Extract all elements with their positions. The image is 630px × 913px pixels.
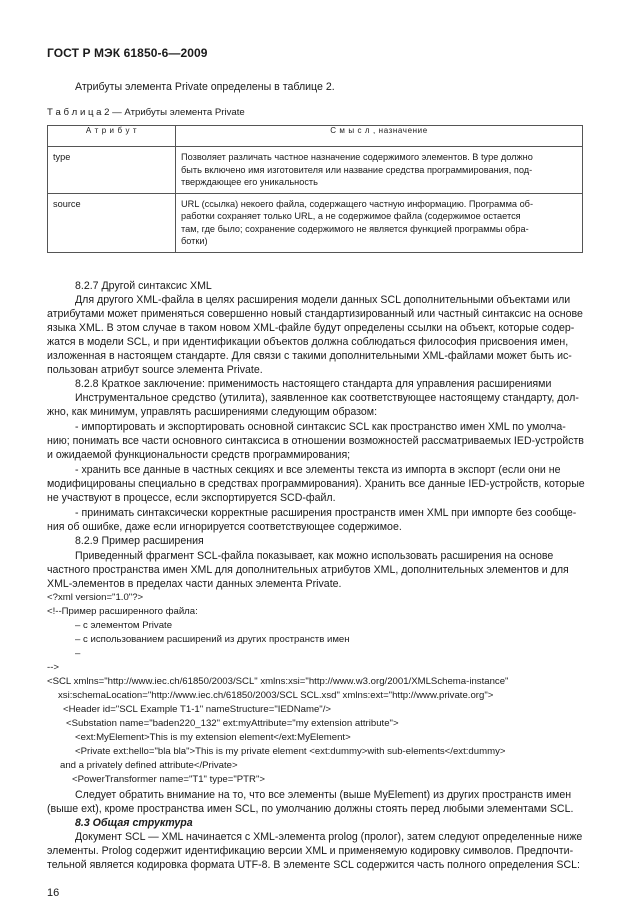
table-row	[48, 193, 583, 252]
body-line: - импортировать и экспортировать основной синтаксис SCL как пространство имен XML по умолча-	[75, 421, 566, 433]
body-line: нию; понимать все части основного синтаксиса в отношении возможностей рассматриваемых IED-устройств	[47, 435, 584, 447]
column-header-attribute: А т р и б у т	[48, 126, 176, 147]
body-line: изложенная в настоящем стандарте. Для связи с такими дополнительными XML-файлами может быть ис-	[47, 350, 572, 362]
code-line: – с использованием расширений из других пространств имен	[75, 634, 350, 645]
body-line: языка XML. В этом случае в таком новом XML-файле будут определены ссылки на объект, которые содер-	[47, 322, 575, 334]
code-line: – с элементом Private	[75, 620, 173, 631]
section-heading-8-2-9: 8.2.9 Пример расширения	[75, 535, 204, 547]
body-line: жатся в модели SCL, и при идентификации объектов должна соблюдаться философия присвоения имен,	[47, 336, 569, 348]
body-line: пользован атрибут source элемента Private.	[47, 364, 263, 376]
meaning-line: там, где было; сохранение содержимого не является функцией программы обра-	[181, 223, 529, 234]
body-line: (выше ext), кроме пространства имен SCL, по умолчанию должны стоять перед любыми элементами SCL.	[47, 803, 574, 815]
section-heading-8-3: 8.3 Общая структура	[75, 817, 193, 829]
body-line: Для другого XML-файла в целях расширения модели данных SCL дополнительными объектами или	[75, 294, 571, 306]
body-line: Документ SCL — XML начинается с XML-элемента prolog (пролог), затем следуют определенные ниже	[75, 831, 583, 843]
code-line: <Substation name="baden220_132" ext:myAttribute="my extension attribute">	[66, 718, 399, 729]
body-line: XML-элементов в пределах части данных элемента Private.	[47, 578, 342, 590]
code-line: <Header id="SCL Example T1-1" nameStructure="IEDName"/>	[63, 704, 331, 715]
attribute-meaning	[176, 147, 583, 194]
body-line: частного пространства имен XML для дополнительных атрибутов XML, дополнительных элементов и для	[47, 564, 569, 576]
body-line: - принимать синтаксически корректные расширения пространств имен XML при импорте без сообще-	[75, 507, 577, 519]
code-line: <SCL xmlns="http://www.iec.ch/61850/2003/SCL" xmlns:xsi="http://www.w3.org/2001/XMLSchema-instance"	[47, 676, 509, 687]
body-line: не участвуют в процессе, если экспортируется SCD-файл.	[47, 492, 336, 504]
body-line: ния об ошибке, даже если игнорируется соответствующее содержимое.	[47, 521, 402, 533]
attributes-table	[47, 125, 583, 253]
code-line: –	[75, 648, 81, 659]
section-heading-8-2-7: 8.2.7 Другой синтаксис XML	[75, 280, 212, 292]
body-line: Приведенный фрагмент SCL-файла показывает, как можно использовать расширения на основе	[75, 550, 554, 562]
code-line: -->	[47, 662, 59, 673]
body-line: Инструментальное средство (утилита), заявленное как соответствующее настоящему стандарту, дол-	[75, 392, 579, 404]
body-line: и ожидаемой функциональности средств программирования;	[47, 449, 351, 461]
code-line: and a privately defined attribute</Private>	[60, 760, 238, 771]
meaning-line: работки сохраняет только URL, а не содержимое файла (содержимое остается	[181, 211, 521, 221]
code-line: <!--Пример расширенного файла:	[47, 606, 198, 617]
column-header-meaning: С м ы с л , назначение	[176, 126, 583, 147]
attribute-meaning	[176, 193, 583, 252]
meaning-line: ботки)	[181, 236, 208, 246]
table-header-row	[48, 126, 583, 147]
intro-text: Атрибуты элемента Private определены в таблице 2.	[75, 81, 335, 93]
body-line: модифицированы специально в средствах программирования). Хранить все данные IED-устройств, которые	[47, 478, 585, 490]
table-caption: Т а б л и ц а 2 — Атрибуты элемента Private	[47, 107, 245, 118]
meaning-line: тверждающее его уникальность	[181, 177, 318, 187]
body-line: элементы. Prolog содержит идентификацию версии XML и применяемую кодировку символов. Предпочти-	[47, 845, 574, 857]
code-line: <ext:MyElement>This is my extension element</ext:MyElement>	[75, 732, 351, 743]
page-number: 16	[47, 887, 60, 899]
body-line: атрибутами может применяться совершенно новый стандартизированный или частный синтаксис на основе	[47, 308, 583, 320]
body-line: - хранить все данные в частных секциях и все элементы текста из импорта в экспорт (если они не	[75, 464, 561, 476]
attribute-name: source	[48, 193, 176, 252]
body-line: жно, как минимум, управлять расширениями следующим образом:	[47, 406, 378, 418]
section-heading-8-2-8: 8.2.8 Краткое заключение: применимость настоящего стандарта для управления расширениями	[75, 378, 552, 390]
meaning-line: Позволяет различать частное назначение содержимого элементов. В type должно	[181, 152, 533, 162]
page-header: ГОСТ Р МЭК 61850-6—2009	[47, 46, 208, 60]
body-line: тельной является кодировка формата UTF-8. В элементе SCL содержится часть полного определения SCL:	[47, 859, 580, 871]
table-row	[48, 147, 583, 194]
code-line: <Private ext:hello="bla bla">This is my private element <ext:dummy>with sub-elements</ext:dummy>	[75, 746, 506, 757]
attribute-name: type	[48, 147, 176, 194]
meaning-line: быть включено имя изготовителя или название средства программирования, под-	[181, 164, 533, 175]
code-line: <PowerTransformer name="T1" type="PTR">	[72, 774, 265, 785]
body-line: Следует обратить внимание на то, что все элементы (выше MyElement) из других пространств имен	[75, 789, 572, 801]
meaning-line: URL (ссылка) некоего файла, содержащего частную информацию. Программа об-	[181, 198, 534, 209]
code-line: xsi:schemaLocation="http://www.iec.ch/61850/2003/SCL SCL.xsd" xmlns:ext="http://www.private.org">	[58, 690, 494, 701]
code-line: <?xml version="1.0"?>	[47, 592, 144, 603]
